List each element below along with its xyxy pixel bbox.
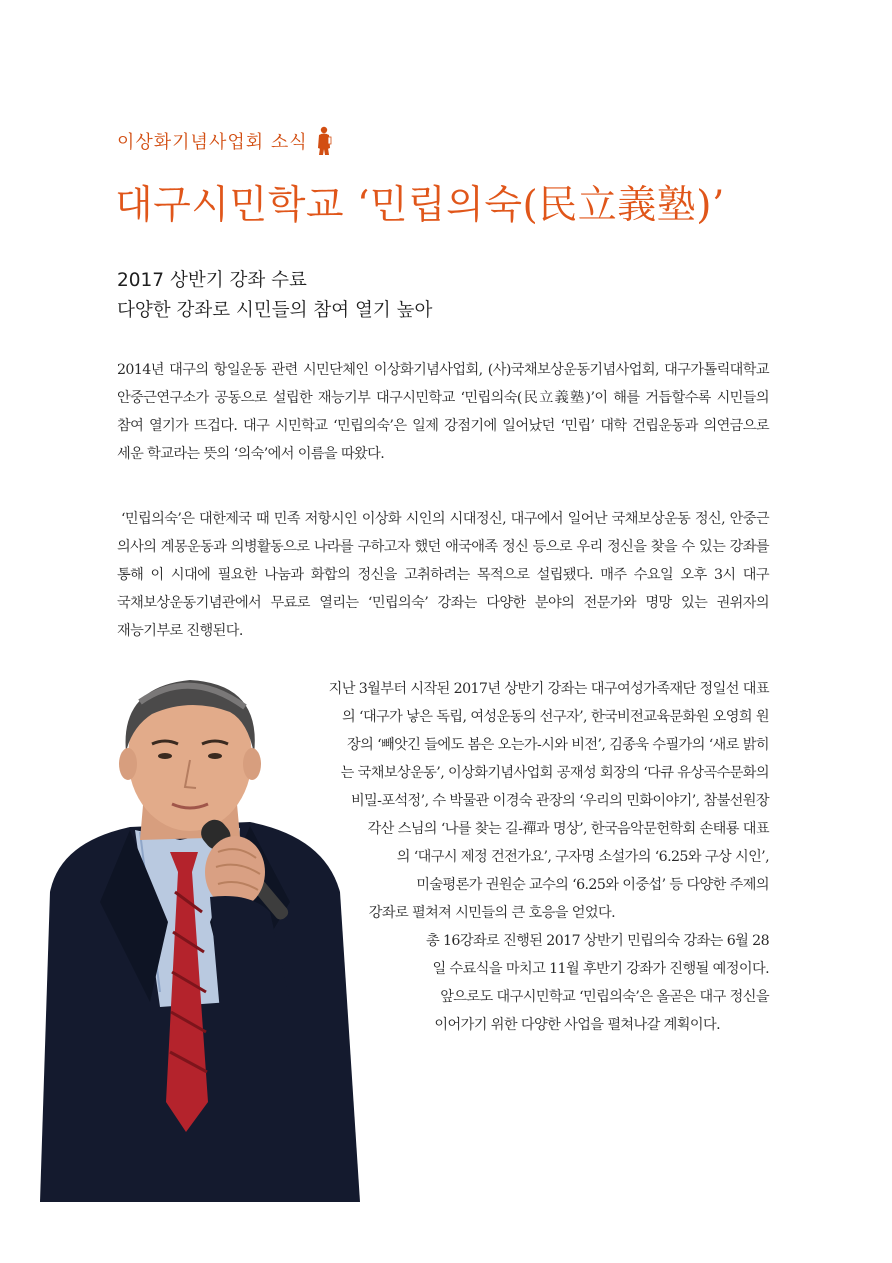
wrapped-line: 는 국채보상운동’, 이상화기념사업회 공재성 회장의 ‘다큐 유상곡수문화의 [340, 765, 769, 781]
body-paragraph-2: ‘민립의숙’은 대한제국 때 민족 저항시인 이상화 시인의 시대정신, 대구에서 일어난 국채보상운동 정신, 안중근 의사의 계몽운동과 의병활동으로 나라를 구하고자 했던 애국애족 정신 등으로 우리 정신을 찾을 수 있는 강좌를 통해 이 시대에 필요한 나눔과 화합의 정신을 고취하려는 목적으로 설립됐다. 매주 수요일 오후 3시 대구 국채보상운동기념관에서 무료로 열리는 ‘민립의숙’ 강좌는 다양한 분야의 전문가와 명망 있는 권위자의 재능기부로 진행된다. [117, 511, 769, 639]
wrapped-line: 의 ‘대구가 낳은 독립, 여성운동의 선구자’, 한국비전교육문화원 오영희 원 [342, 709, 769, 725]
wrapped-line: 지난 3월부터 시작된 2017년 상반기 강좌는 대구여성가족재단 정일선 대표 [328, 681, 769, 697]
wrapped-line: 미술평론가 권원순 교수의 ‘6.25와 이중섭’ 등 다양한 주제의 [416, 877, 769, 893]
wrapped-line: 각산 스님의 ‘나를 찾는 길-禪과 명상’, 한국음악문헌학회 손태룡 대표 [367, 821, 769, 837]
poet-figure-icon [316, 126, 332, 156]
wrapped-line: 장의 ‘빼앗긴 들에도 봄은 오는가-시와 비전’, 김종욱 수필가의 ‘새로 밝히 [347, 737, 769, 753]
subtitle-line: 2017 상반기 강좌 수료 [117, 270, 307, 291]
man-with-microphone-photo [40, 662, 360, 1202]
section-kicker-label: 이상화기념사업회 소식 [117, 132, 308, 153]
page-title: 대구시민학교 ‘민립의숙(民立義塾)’ [115, 183, 725, 228]
wrapped-line: 총 16강좌로 진행된 2017 상반기 민립의숙 강좌는 6월 28 [425, 933, 769, 949]
wrapped-line: 앞으로도 대구시민학교 ‘민립의숙’은 올곧은 대구 정신을 [440, 989, 769, 1005]
subtitle [117, 266, 432, 326]
wrapped-line: 비밀-포석정’, 수 박물관 이경숙 관장의 ‘우리의 민화이야기’, 참불선원장 [350, 793, 769, 809]
wrapped-line: 의 ‘대구시 제정 건전가요’, 구자명 소설가의 ‘6.25와 구상 시인’, [396, 849, 769, 865]
body-paragraph-1: 2014년 대구의 항일운동 관련 시민단체인 이상화기념사업회, (사)국채보상운동기념사업회, 대구가톨릭대학교 안중근연구소가 공동으로 설립한 재능기부 대구시민학교 ‘민립의숙(民立義塾)’이 해를 거듭할수록 시민들의 참여 열기가 뜨겁다. 대구 시민학교 ‘민립의숙’은 일제 강점기에 일어났던 ‘민립’ 대학 건립운동과 의연금으로 세운 학교라는 뜻의 ‘의숙’에서 이름을 따왔다. [117, 362, 769, 462]
wrapped-line: 일 수료식을 마치고 11월 후반기 강좌가 진행될 예정이다. [432, 961, 769, 977]
wrapped-line: 이어가기 위한 다양한 사업을 펼쳐나갈 계획이다. [434, 1017, 720, 1033]
subtitle-line: 다양한 강좌로 시민들의 참여 열기 높아 [117, 300, 433, 321]
section-kicker [117, 126, 332, 156]
wrapped-line: 강좌로 펼쳐져 시민들의 큰 호응을 얻었다. [368, 905, 615, 921]
